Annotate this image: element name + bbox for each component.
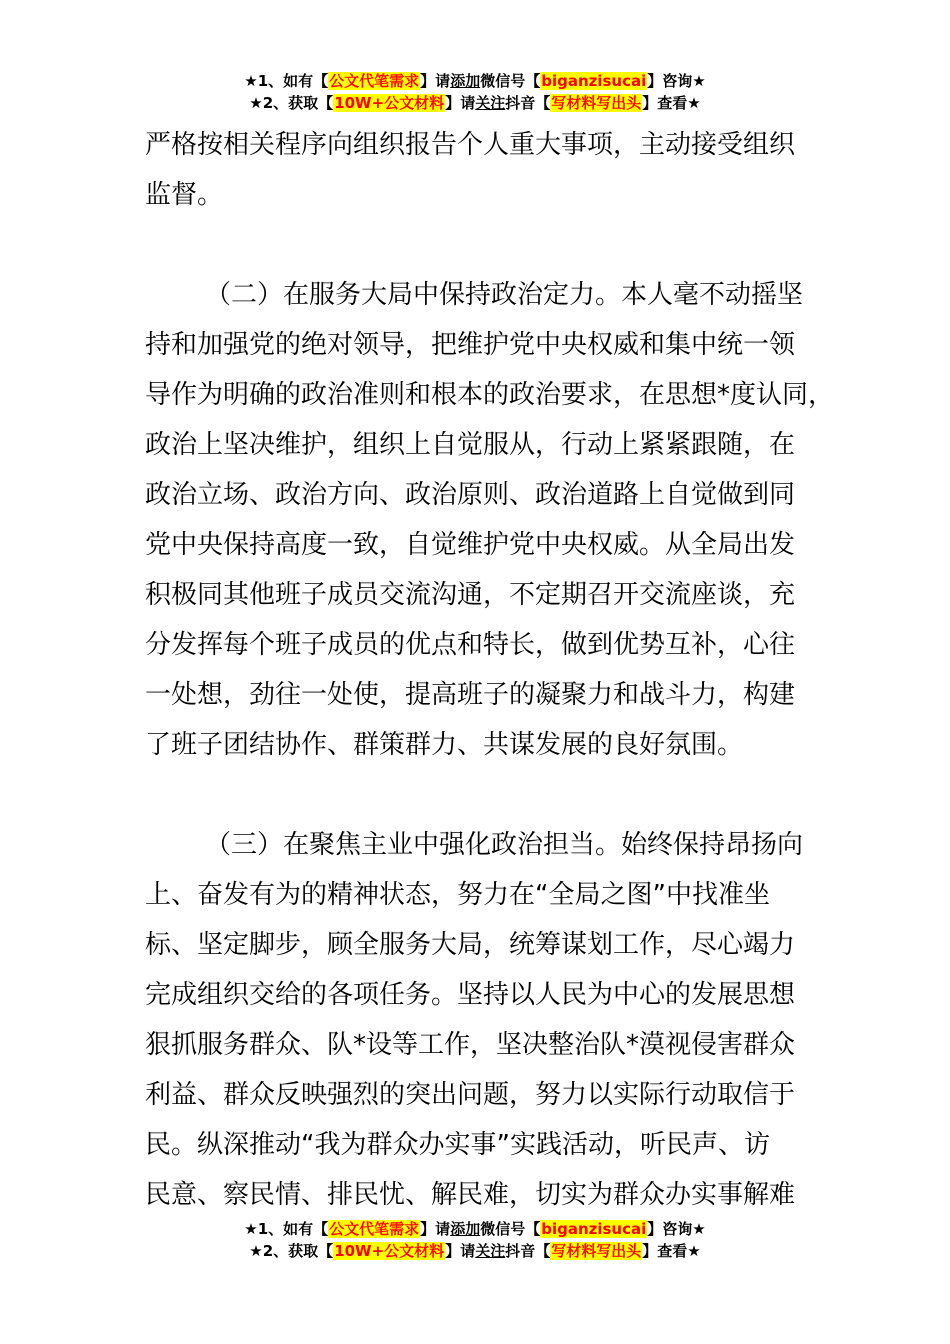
banner-highlight: 10W+公文材料 [334,94,445,112]
text-line: 严格按相关程序向组织报告个人重大事项，主动接受组织 [145,130,796,160]
banner-text: 微信号【 [480,72,541,90]
text-line: 利益、群众反映强烈的突出问题，努力以实际行动取信于 [145,1080,796,1110]
paragraph-3 [145,820,835,1220]
header-banner [0,70,950,114]
banner-text: ★1、如有【 [244,1220,329,1238]
banner-text: 】请 [445,94,476,112]
banner-text: 】请 [445,1242,476,1260]
banner-text: ★2、获取【 [249,94,334,112]
text-line: 民。纵深推动“我为群众办实事”实践活动，听民声、访 [145,1130,770,1160]
text-line: 民意、察民情、排民忧、解民难，切实为群众办实事解难 [145,1180,796,1210]
banner-text: 】请 [420,1220,451,1238]
text-line: 标、坚定脚步，顾全服务大局，统筹谋划工作，尽心竭力 [145,930,796,960]
banner-line-2 [0,92,950,114]
text-line: 狠抓服务群众、队*设等工作，坚决整治队*漠视侵害群众 [145,1030,796,1060]
banner-highlight: biganzisucai [541,72,647,90]
banner-line-1 [0,1218,950,1240]
banner-text: 】咨询★ [647,72,706,90]
banner-highlight: 公文代笔需求 [329,1220,420,1238]
banner-text: 抖音【 [505,94,551,112]
banner-underline: 关注 [475,1242,506,1260]
text-line: 持和加强党的绝对领导，把维护党中央权威和集中统一领 [145,330,796,360]
banner-text: 】咨询★ [647,1220,706,1238]
text-line: 分发挥每个班子成员的优点和特长，做到优势互补，心往 [145,630,796,660]
banner-line-2 [0,1240,950,1262]
text-line: 一处想，劲往一处使，提高班子的凝聚力和战斗力，构建 [145,680,796,710]
text-line: 了班子团结协作、群策群力、共谋发展的良好氛围。 [145,730,744,760]
text-line: 监督。 [145,180,224,210]
text-line: （三）在聚焦主业中强化政治担当。始终保持昂扬向 [205,830,804,860]
banner-text: 微信号【 [480,1220,541,1238]
paragraph-2 [145,270,835,770]
banner-line-1 [0,70,950,92]
banner-highlight: 公文代笔需求 [329,72,420,90]
footer-banner [0,1218,950,1262]
banner-highlight: 写材料写出头 [551,1242,642,1260]
text-line: 导作为明确的政治准则和根本的政治要求，在思想*度认同， [145,380,835,410]
banner-text: ★2、获取【 [249,1242,334,1260]
text-line: 上、奋发有为的精神状态，努力在“全局之图”中找准坐 [145,880,770,910]
text-line: 积极同其他班子成员交流沟通，不定期召开交流座谈，充 [145,580,796,610]
banner-text: 】查看★ [642,1242,701,1260]
text-line: 政治上坚决维护，组织上自觉服从，行动上紧紧跟随，在 [145,430,796,460]
banner-underline: 添加 [450,1220,481,1238]
document-body [145,120,835,1220]
banner-text: ★1、如有【 [244,72,329,90]
banner-underline: 添加 [450,72,481,90]
banner-highlight: 10W+公文材料 [334,1242,445,1260]
paragraph-1 [145,120,835,220]
text-line: （二）在服务大局中保持政治定力。本人毫不动摇坚 [205,280,804,310]
banner-highlight: 写材料写出头 [551,94,642,112]
banner-underline: 关注 [475,94,506,112]
text-line: 党中央保持高度一致，自觉维护党中央权威。从全局出发 [145,530,796,560]
banner-text: 】请 [420,72,451,90]
banner-highlight: biganzisucai [541,1220,647,1238]
banner-text: 抖音【 [505,1242,551,1260]
text-line: 完成组织交给的各项任务。坚持以人民为中心的发展思想 [145,980,796,1010]
text-line: 政治立场、政治方向、政治原则、政治道路上自觉做到同 [145,480,796,510]
banner-text: 】查看★ [642,94,701,112]
